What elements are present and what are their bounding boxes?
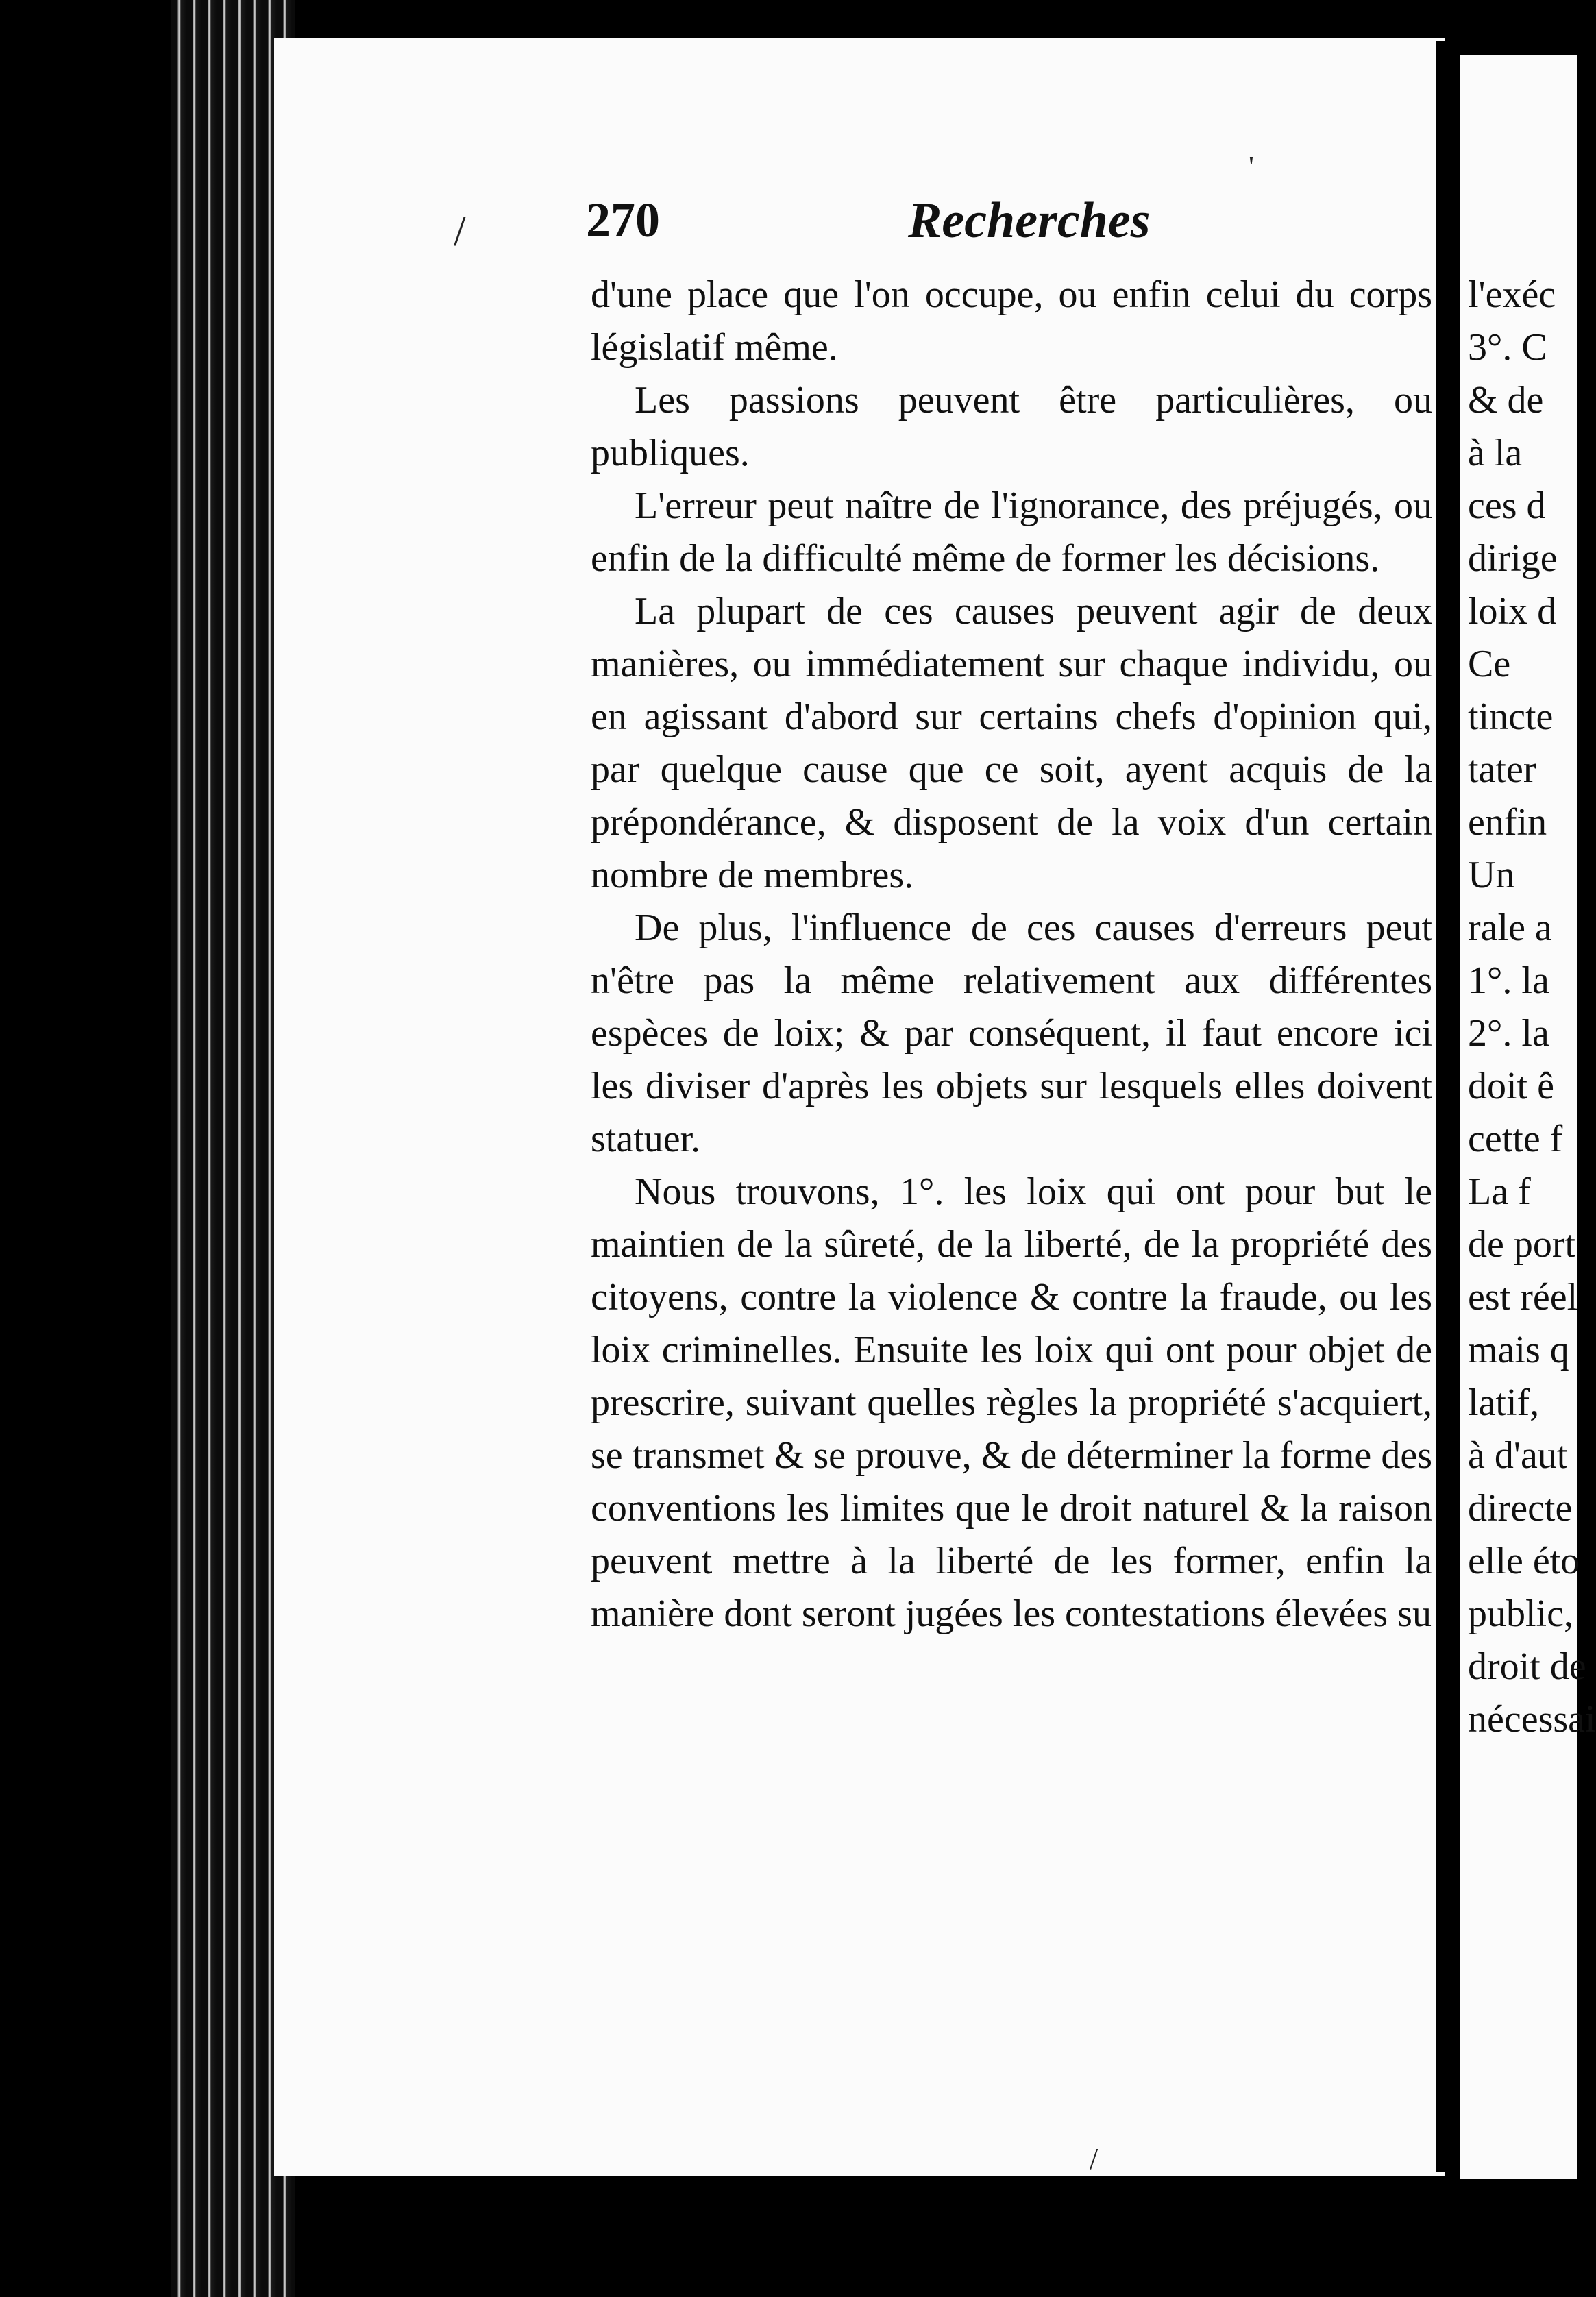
- right-line: doit ê: [1468, 1065, 1554, 1107]
- right-line: 3°. C: [1468, 326, 1547, 369]
- right-line: droit de: [1468, 1645, 1586, 1688]
- paragraph: L'erreur peut naître de l'ignorance, des préjugés, ou enfin de la difficulté même de former les décisions.: [591, 484, 1432, 580]
- right-line: loix d: [1468, 590, 1557, 632]
- right-line: tater: [1468, 748, 1536, 791]
- right-line: dirige: [1468, 537, 1558, 580]
- right-line: cette f: [1468, 1118, 1563, 1160]
- right-line: rale a: [1468, 907, 1552, 949]
- right-line: à la: [1468, 432, 1523, 474]
- right-line: La f: [1468, 1170, 1531, 1213]
- dark-background: [0, 0, 171, 2297]
- running-head: [586, 192, 1442, 260]
- right-line: est réel: [1468, 1276, 1578, 1318]
- paragraph: Les passions peuvent être particulières, ou publiques.: [591, 379, 1432, 474]
- right-line: elle éto: [1468, 1540, 1580, 1582]
- right-line: 1°. la: [1468, 959, 1549, 1002]
- paragraph: d'une place que l'on occupe, ou enfin celui du corps législatif même.: [591, 273, 1432, 369]
- right-line: directe: [1468, 1487, 1573, 1530]
- stray-mark: /: [454, 206, 466, 255]
- right-page-text: [1468, 269, 1596, 1746]
- page-number: 270: [586, 193, 660, 247]
- stray-mark: ': [1249, 150, 1254, 184]
- body-text: [591, 269, 1432, 1641]
- right-line: enfin: [1468, 801, 1547, 844]
- right-page: [1460, 55, 1596, 2179]
- paragraph: Nous trouvons, 1°. les loix qui ont pour but le maintien de la sûreté, de la liberté, de la propriété des citoyens, contre la violence & contre la fraude, ou les loix criminelles. Ensuite les loix qui ont pour objet de prescrire, suivant quelles règles la propriété s'acquiert, se transmet & se prouve, & de déterminer la forme des conventions les limites que le droit naturel & la raison peuvent mettre à la liberté de les former, enfin la manière dont seront jugées les contestations élevées su: [591, 1170, 1432, 1635]
- paragraph: De plus, l'influence de ces causes d'erreurs peut n'être pas la même relativement aux différentes espèces de loix; & par conséquent, il faut encore ici les diviser d'après les objets sur lesquels elles doivent statuer.: [591, 907, 1432, 1160]
- right-line: tincte: [1468, 696, 1554, 738]
- stray-mark: /: [1090, 2142, 1098, 2176]
- right-line: public,: [1468, 1593, 1573, 1635]
- right-line: l'exéc: [1468, 273, 1556, 316]
- right-line: à d'aut: [1468, 1434, 1568, 1477]
- right-line: de port: [1468, 1223, 1576, 1266]
- right-line: Un: [1468, 854, 1515, 896]
- right-line: & de: [1468, 379, 1544, 421]
- right-line: ces d: [1468, 484, 1546, 527]
- right-line: mais q: [1468, 1329, 1569, 1371]
- right-line: Ce: [1468, 643, 1511, 685]
- right-line: 2°. la: [1468, 1012, 1549, 1055]
- right-line: latif,: [1468, 1381, 1540, 1424]
- paragraph: La plupart de ces causes peuvent agir de deux manières, ou immédiatement sur chaque individu, ou en agissant d'abord sur certains chefs d'opinion qui, par quelque cause que ce soit, ayent acquis de la prépondérance, & disposent de la voix d'un certain nombre de membres.: [591, 590, 1432, 896]
- right-line: nécessai: [1468, 1698, 1596, 1741]
- running-title: Recherches: [908, 193, 1151, 249]
